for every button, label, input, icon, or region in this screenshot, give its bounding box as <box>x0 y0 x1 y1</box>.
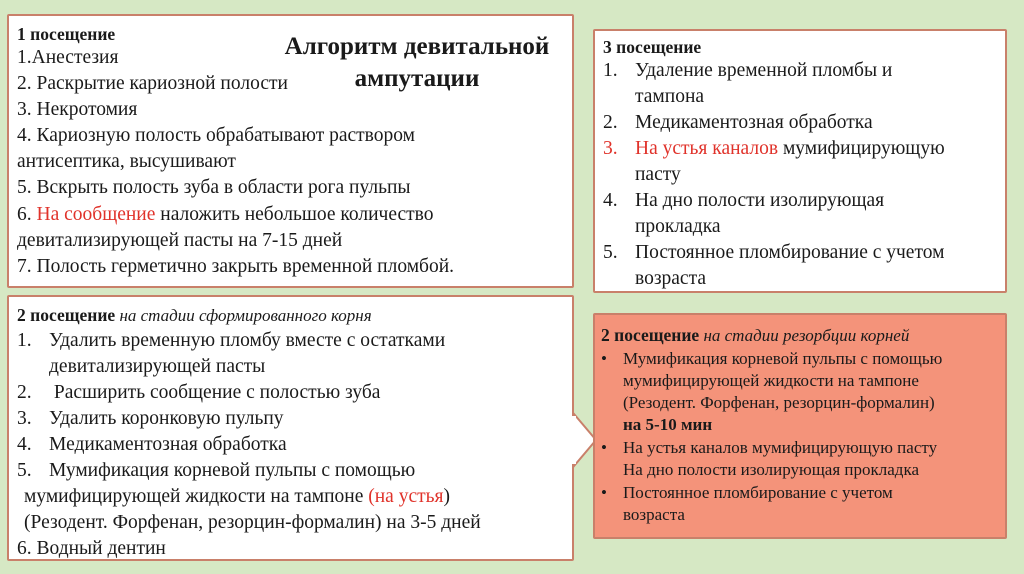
heading: 2 посещение <box>17 305 116 325</box>
list-text: Расширить сообщение с полостью зуба <box>49 382 381 403</box>
visit1-item-6 <box>17 203 433 228</box>
visit1-item: 7. Полость герметично закрыть временной пломбой. <box>17 256 455 277</box>
bullet-item-continued: на 5-10 мин <box>623 415 713 434</box>
visit1-heading: 1 посещение <box>17 24 116 44</box>
list-text: мумифицирующей жидкости на тампоне <box>24 486 369 507</box>
subheading: на стадии резорбции корней <box>699 326 910 345</box>
list-item <box>603 111 873 136</box>
list-number: 4. <box>17 434 32 455</box>
list-item-continued <box>24 485 450 510</box>
bullet-text: На устья каналов мумифицирующую пасту <box>623 438 938 457</box>
visit1-item: 3. Некротомия <box>17 99 138 120</box>
list-number: 2. <box>603 112 618 133</box>
visit1-item: девитализирующей пасты на 7-15 дней <box>17 230 343 251</box>
list-text: Удалить коронковую пульпу <box>49 408 284 429</box>
list-item <box>603 137 945 162</box>
list-text: Медикаментозная обработка <box>49 434 287 455</box>
list-text: Постоянное пломбирование с учетом <box>635 242 945 263</box>
list-item-continued: возраста <box>635 268 707 289</box>
list-text: На дно полости изолирующая <box>635 190 885 211</box>
list-item <box>17 433 287 458</box>
list-number: 1. <box>17 330 32 351</box>
visit1-item: 4. Кариозную полость обрабатывают раствором <box>17 125 415 146</box>
list-item <box>603 241 944 266</box>
list-item <box>17 329 445 354</box>
list-text: Удалить временную пломбу вместе с остатками <box>49 330 446 351</box>
visit1-item: антисептика, высушивают <box>17 151 236 172</box>
list-number: 1. <box>603 60 618 81</box>
visit1-item6-rest: наложить небольшое количество <box>155 204 434 225</box>
list-item: 6. Водный дентин <box>17 538 166 559</box>
list-item-continued: (Резодент. Форфенан, резорцин-формалин) на 3-5 дней <box>24 512 481 533</box>
list-number: 3. <box>603 138 618 159</box>
red-highlight: На устья каналов <box>635 138 779 159</box>
heading: 2 посещение <box>601 325 700 345</box>
list-item-continued: прокладка <box>635 216 721 237</box>
list-number: 5. <box>17 460 32 481</box>
visit3-box <box>593 29 1007 293</box>
bullet-text: Мумификация корневой пульпы с помощью <box>623 349 943 368</box>
visit1-item: 1.Анестезия <box>17 47 119 68</box>
bullet-icon: • <box>601 349 607 368</box>
list-text: Мумификация корневой пульпы с помощью <box>49 460 416 481</box>
visit1-item: 2. Раскрытие кариозной полости <box>17 73 288 94</box>
subheading: на стадии сформированного корня <box>115 306 372 325</box>
visit1-item6-prefix: 6. <box>17 204 37 225</box>
bullet-text: Постоянное пломбирование с учетом <box>623 483 893 502</box>
bullet-item <box>601 482 893 504</box>
visit2-formed-box <box>7 295 574 561</box>
page-title-line1: Алгоритм девитальной <box>284 33 550 60</box>
bullet-item-continued: На дно полости изолирующая прокладка <box>623 460 920 479</box>
list-item <box>17 381 380 406</box>
list-number: 4. <box>603 190 618 211</box>
visit2-formed-heading <box>17 303 372 329</box>
visit1-item: 5. Вскрыть полость зуба в области рога пульпы <box>17 177 411 198</box>
bullet-item-continued: возраста <box>623 505 685 524</box>
list-number: 3. <box>17 408 32 429</box>
bullet-item-continued: мумифицирующей жидкости на тампоне <box>623 371 919 390</box>
list-text: Медикаментозная обработка <box>635 112 873 133</box>
visit3-heading: 3 посещение <box>603 37 702 57</box>
list-item <box>17 459 415 484</box>
red-highlight: (на устья <box>368 486 444 507</box>
visit2-resorption-box <box>593 313 1007 539</box>
visit1-box <box>7 14 574 288</box>
bullet-item <box>601 348 942 370</box>
list-item <box>603 59 892 84</box>
bullet-icon: • <box>601 438 607 457</box>
list-item-continued: пасту <box>635 164 681 185</box>
visit2-resorption-heading <box>601 323 909 349</box>
list-item <box>603 189 884 214</box>
bullet-icon: • <box>601 483 607 502</box>
list-number: 5. <box>603 242 618 263</box>
list-number: 2. <box>17 382 32 403</box>
list-item-continued: девитализирующей пасты <box>49 356 266 377</box>
red-highlight: На сообщение <box>36 204 156 225</box>
page-title-line2: ампутации <box>354 65 480 92</box>
bullet-item-continued: (Резодент. Форфенан, резорцин-формалин) <box>623 393 935 412</box>
list-text: ) <box>443 486 450 507</box>
list-text: мумифицирующую <box>778 138 945 159</box>
list-item-continued: тампона <box>635 86 705 107</box>
list-item <box>17 407 284 432</box>
list-text: Удаление временной пломбы и <box>635 60 893 81</box>
bullet-item <box>601 437 937 459</box>
